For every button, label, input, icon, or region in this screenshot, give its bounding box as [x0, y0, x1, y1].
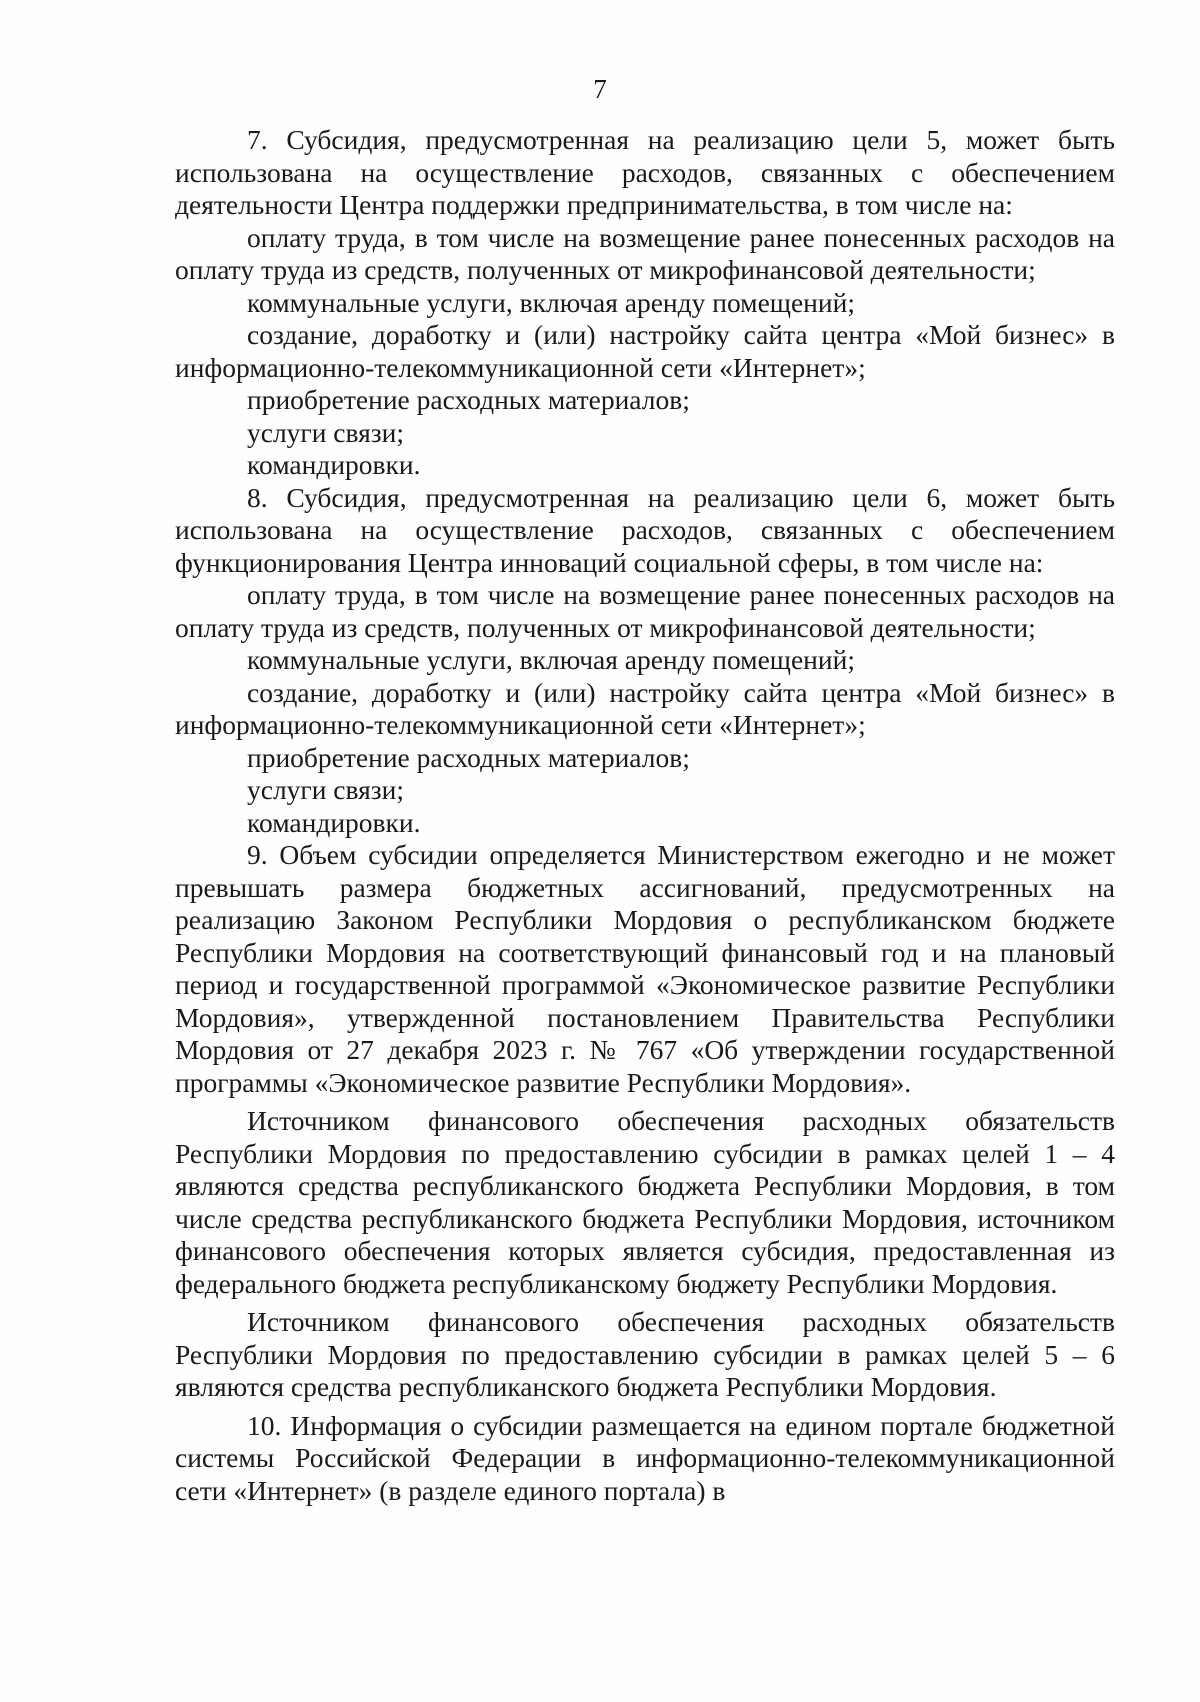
- page-number: 7: [593, 74, 607, 104]
- document-body: [175, 124, 1115, 1507]
- list-item-travel: командировки.: [247, 449, 421, 480]
- list-item-payroll: оплату труда, в том числе на возмещение ранее понесенных расходов на оплату труда из средств, полученных от микрофинансовой деятельности;: [175, 579, 1115, 643]
- paragraph-10: 10. Информация о субсидии размещается на едином портале бюджетной системы Российской Федерации в информационно-телекоммуникационной сети «Интернет» (в разделе единого портала) в: [175, 1409, 1115, 1506]
- list-item-website: создание, доработку и (или) настройку сайта центра «Мой бизнес» в информационно-телекоммуникационной сети «Интернет»;: [175, 319, 1115, 383]
- list-item-materials: приобретение расходных материалов;: [247, 741, 690, 773]
- paragraph-9: 9. Объем субсидии определяется Министерством ежегодно и не может превышать размера бюджетных ассигнований, предусмотренных на реализацию Законом Республики Мордовия о республиканском бюджете Республики Мордовия на соответствующий финансовый год и на плановый период и государственной программой «Экономическое развитие Республики Мордовия», утвержденной постановлением Правительства Республики Мордовия от 27 декабря 2023 г. № 767 «Об утверждении государственной программы «Экономическое развитие Республики Мордовия».: [175, 839, 1115, 1098]
- list-item-communication: услуги связи;: [247, 416, 404, 448]
- list-item-payroll: оплату труда, в том числе на возмещение ранее понесенных расходов на оплату труда из средств, полученных от микрофинансовой деятельности;: [175, 221, 1115, 285]
- list-item-website: создание, доработку и (или) настройку сайта центра «Мой бизнес» в информационно-телекоммуникационной сети «Интернет»;: [175, 676, 1115, 740]
- list-item-communication: услуги связи;: [247, 774, 404, 805]
- paragraph-8: 8. Субсидия, предусмотренная на реализацию цели 6, может быть использована на осуществление расходов, связанных с обеспечением функционирования Центра инноваций социальной сферы, в том числе на:: [175, 481, 1115, 578]
- list-item-utilities: коммунальные услуги, включая аренду помещений;: [247, 286, 855, 318]
- list-item-utilities: коммунальные услуги, включая аренду помещений;: [247, 644, 855, 675]
- paragraph-7: 7. Субсидия, предусмотренная на реализацию цели 5, может быть использована на осуществление расходов, связанных с обеспечением деятельности Центра поддержки предпринимательства, в том числе на:: [175, 124, 1115, 220]
- list-item-materials: приобретение расходных материалов;: [247, 384, 690, 415]
- list-item-travel: командировки.: [247, 806, 421, 838]
- paragraph-funding-source-5-6: Источником финансового обеспечения расходных обязательств Республики Мордовия по предоставлению субсидии в рамках целей 5 – 6 являются средства республиканского бюджета Республики Мордовия.: [175, 1306, 1115, 1402]
- paragraph-funding-source-1-4: Источником финансового обеспечения расходных обязательств Республики Мордовия по предоставлению субсидии в рамках целей 1 – 4 являются средства республиканского бюджета Республики Мордовия, в том числе средства республиканского бюджета Республики Мордовия, источником финансового обеспечения которых является субсидия, предоставленная из федерального бюджета республиканскому бюджету Республики Мордовия.: [175, 1105, 1115, 1299]
